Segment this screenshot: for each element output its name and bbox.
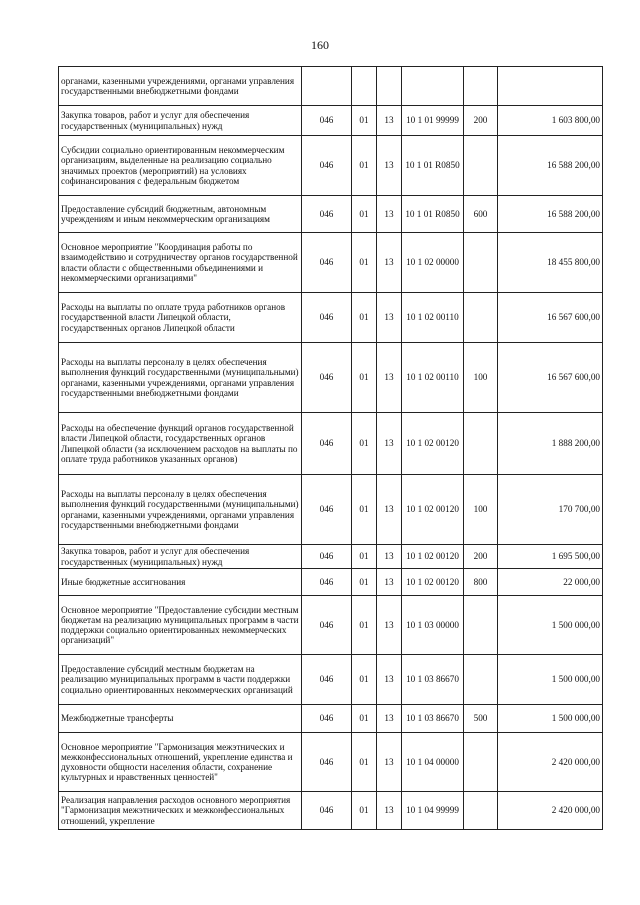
target-article-code-cell: 10 1 02 00120 xyxy=(402,475,464,545)
expense-type-code-cell xyxy=(464,293,498,343)
expense-type-code-cell: 800 xyxy=(464,569,498,596)
subsection-code-cell: 13 xyxy=(377,196,402,233)
expense-type-code-cell: 500 xyxy=(464,705,498,733)
item-description-cell: Основное мероприятие "Координация работы по взаимодействию и сотрудничеству органов государственной власти области с общественными объединениями и некоммерческими организациями" xyxy=(59,233,302,293)
target-article-code-cell: 10 1 02 00120 xyxy=(402,569,464,596)
item-description-cell: Межбюджетные трансферты xyxy=(59,705,302,733)
expense-type-code-cell xyxy=(464,596,498,655)
target-article-code-cell: 10 1 02 00120 xyxy=(402,545,464,569)
budget-table xyxy=(58,66,603,830)
amount-cell: 2 420 000,00 xyxy=(498,792,603,830)
table-row xyxy=(59,705,603,733)
ministry-code-cell: 046 xyxy=(302,106,352,136)
section-code-cell: 01 xyxy=(352,792,377,830)
amount-cell: 22 000,00 xyxy=(498,569,603,596)
subsection-code-cell: 13 xyxy=(377,655,402,705)
ministry-code-cell: 046 xyxy=(302,475,352,545)
section-code-cell: 01 xyxy=(352,413,377,475)
expense-type-code-cell: 600 xyxy=(464,196,498,233)
ministry-code-cell: 046 xyxy=(302,596,352,655)
subsection-code-cell: 13 xyxy=(377,792,402,830)
table-body xyxy=(59,67,603,830)
amount-cell: 16 567 600,00 xyxy=(498,293,603,343)
section-code-cell: 01 xyxy=(352,136,377,196)
section-code-cell: 01 xyxy=(352,196,377,233)
table-row xyxy=(59,293,603,343)
section-code-cell: 01 xyxy=(352,655,377,705)
item-description-cell: Расходы на выплаты персоналу в целях обеспечения выполнения функций государственными (муниципальными) органами, казенными учреждениями, органами управления государственными внебюджетными фондами xyxy=(59,475,302,545)
amount-cell xyxy=(498,67,603,106)
table-row xyxy=(59,545,603,569)
ministry-code-cell: 046 xyxy=(302,733,352,792)
item-description-cell: Реализация направления расходов основного мероприятия "Гармонизация межэтнических и межконфессиональных отношений, укрепление xyxy=(59,792,302,830)
target-article-code-cell: 10 1 01 R0850 xyxy=(402,136,464,196)
subsection-code-cell: 13 xyxy=(377,413,402,475)
amount-cell: 1 500 000,00 xyxy=(498,596,603,655)
target-article-code-cell: 10 1 03 00000 xyxy=(402,596,464,655)
subsection-code-cell: 13 xyxy=(377,705,402,733)
section-code-cell: 01 xyxy=(352,733,377,792)
section-code-cell: 01 xyxy=(352,233,377,293)
table-row xyxy=(59,733,603,792)
amount-cell: 170 700,00 xyxy=(498,475,603,545)
expense-type-code-cell xyxy=(464,67,498,106)
ministry-code-cell: 046 xyxy=(302,233,352,293)
amount-cell: 1 888 200,00 xyxy=(498,413,603,475)
expense-type-code-cell xyxy=(464,733,498,792)
table-row xyxy=(59,413,603,475)
ministry-code-cell: 046 xyxy=(302,655,352,705)
item-description-cell: Субсидии социально ориентированным некоммерческим организациям, выделенные на реализацию социально значимых проектов (мероприятий) на условиях софинансирования с федеральным бюджетом xyxy=(59,136,302,196)
subsection-code-cell: 13 xyxy=(377,475,402,545)
item-description-cell: Расходы на выплаты персоналу в целях обеспечения выполнения функций государственными (муниципальными) органами, казенными учреждениями, органами управления государственными внебюджетными фондами xyxy=(59,343,302,413)
table-row xyxy=(59,106,603,136)
target-article-code-cell: 10 1 03 86670 xyxy=(402,705,464,733)
ministry-code-cell: 046 xyxy=(302,413,352,475)
section-code-cell: 01 xyxy=(352,293,377,343)
target-article-code-cell: 10 1 04 00000 xyxy=(402,733,464,792)
target-article-code-cell: 10 1 02 00110 xyxy=(402,293,464,343)
table-row xyxy=(59,569,603,596)
subsection-code-cell: 13 xyxy=(377,569,402,596)
target-article-code-cell: 10 1 03 86670 xyxy=(402,655,464,705)
subsection-code-cell: 13 xyxy=(377,233,402,293)
page-number: 160 xyxy=(311,38,329,52)
target-article-code-cell: 10 1 04 99999 xyxy=(402,792,464,830)
item-description-cell: органами, казенными учреждениями, органами управления государственными внебюджетными фондами xyxy=(59,67,302,106)
item-description-cell: Предоставление субсидий бюджетным, автономным учреждениям и иным некоммерческим организациям xyxy=(59,196,302,233)
amount-cell: 1 500 000,00 xyxy=(498,655,603,705)
subsection-code-cell: 13 xyxy=(377,136,402,196)
section-code-cell: 01 xyxy=(352,705,377,733)
subsection-code-cell: 13 xyxy=(377,733,402,792)
item-description-cell: Иные бюджетные ассигнования xyxy=(59,569,302,596)
subsection-code-cell: 13 xyxy=(377,106,402,136)
ministry-code-cell: 046 xyxy=(302,293,352,343)
subsection-code-cell: 13 xyxy=(377,293,402,343)
expense-type-code-cell: 100 xyxy=(464,343,498,413)
item-description-cell: Расходы на выплаты по оплате труда работников органов государственной власти Липецкой области, государственных органов Липецкой области xyxy=(59,293,302,343)
table-row xyxy=(59,233,603,293)
ministry-code-cell: 046 xyxy=(302,705,352,733)
item-description-cell: Расходы на обеспечение функций органов государственной власти Липецкой области, государственных органов Липецкой области (за исключением расходов на выплаты по оплате труда работников указанных органов) xyxy=(59,413,302,475)
target-article-code-cell: 10 1 01 99999 xyxy=(402,106,464,136)
section-code-cell: 01 xyxy=(352,569,377,596)
ministry-code-cell: 046 xyxy=(302,569,352,596)
section-code-cell: 01 xyxy=(352,596,377,655)
subsection-code-cell: 13 xyxy=(377,545,402,569)
ministry-code-cell: 046 xyxy=(302,196,352,233)
target-article-code-cell: 10 1 02 00120 xyxy=(402,413,464,475)
expense-type-code-cell xyxy=(464,792,498,830)
ministry-code-cell: 046 xyxy=(302,343,352,413)
table-row xyxy=(59,67,603,106)
ministry-code-cell: 046 xyxy=(302,136,352,196)
item-description-cell: Закупка товаров, работ и услуг для обеспечения государственных (муниципальных) нужд xyxy=(59,545,302,569)
item-description-cell: Закупка товаров, работ и услуг для обеспечения государственных (муниципальных) нужд xyxy=(59,106,302,136)
expense-type-code-cell xyxy=(464,655,498,705)
item-description-cell: Основное мероприятие "Предоставление субсидии местным бюджетам на реализацию муниципальных программ в части поддержки социально ориентированных некоммерческих организаций" xyxy=(59,596,302,655)
amount-cell: 1 500 000,00 xyxy=(498,705,603,733)
section-code-cell: 01 xyxy=(352,343,377,413)
target-article-code-cell: 10 1 02 00110 xyxy=(402,343,464,413)
expense-type-code-cell: 200 xyxy=(464,545,498,569)
item-description-cell: Основное мероприятие "Гармонизация межэтнических и межконфессиональных отношений, укрепление единства и духовности общности населения области, сохранение культурных и нравственных ценностей" xyxy=(59,733,302,792)
expense-type-code-cell xyxy=(464,136,498,196)
table-row xyxy=(59,655,603,705)
table-row xyxy=(59,792,603,830)
subsection-code-cell xyxy=(377,67,402,106)
target-article-code-cell: 10 1 01 R0850 xyxy=(402,196,464,233)
section-code-cell: 01 xyxy=(352,475,377,545)
table-row xyxy=(59,475,603,545)
expense-type-code-cell: 200 xyxy=(464,106,498,136)
amount-cell: 18 455 800,00 xyxy=(498,233,603,293)
target-article-code-cell: 10 1 02 00000 xyxy=(402,233,464,293)
subsection-code-cell: 13 xyxy=(377,596,402,655)
section-code-cell: 01 xyxy=(352,106,377,136)
section-code-cell xyxy=(352,67,377,106)
expense-type-code-cell xyxy=(464,233,498,293)
table-row xyxy=(59,596,603,655)
amount-cell: 1 695 500,00 xyxy=(498,545,603,569)
amount-cell: 16 588 200,00 xyxy=(498,196,603,233)
table-row xyxy=(59,196,603,233)
expense-type-code-cell: 100 xyxy=(464,475,498,545)
section-code-cell: 01 xyxy=(352,545,377,569)
ministry-code-cell: 046 xyxy=(302,792,352,830)
amount-cell: 16 588 200,00 xyxy=(498,136,603,196)
amount-cell: 1 603 800,00 xyxy=(498,106,603,136)
expense-type-code-cell xyxy=(464,413,498,475)
table-row xyxy=(59,136,603,196)
amount-cell: 16 567 600,00 xyxy=(498,343,603,413)
table-row xyxy=(59,343,603,413)
item-description-cell: Предоставление субсидий местным бюджетам на реализацию муниципальных программ в части поддержки социально ориентированных некоммерческих организаций xyxy=(59,655,302,705)
ministry-code-cell: 046 xyxy=(302,545,352,569)
subsection-code-cell: 13 xyxy=(377,343,402,413)
amount-cell: 2 420 000,00 xyxy=(498,733,603,792)
target-article-code-cell xyxy=(402,67,464,106)
ministry-code-cell xyxy=(302,67,352,106)
